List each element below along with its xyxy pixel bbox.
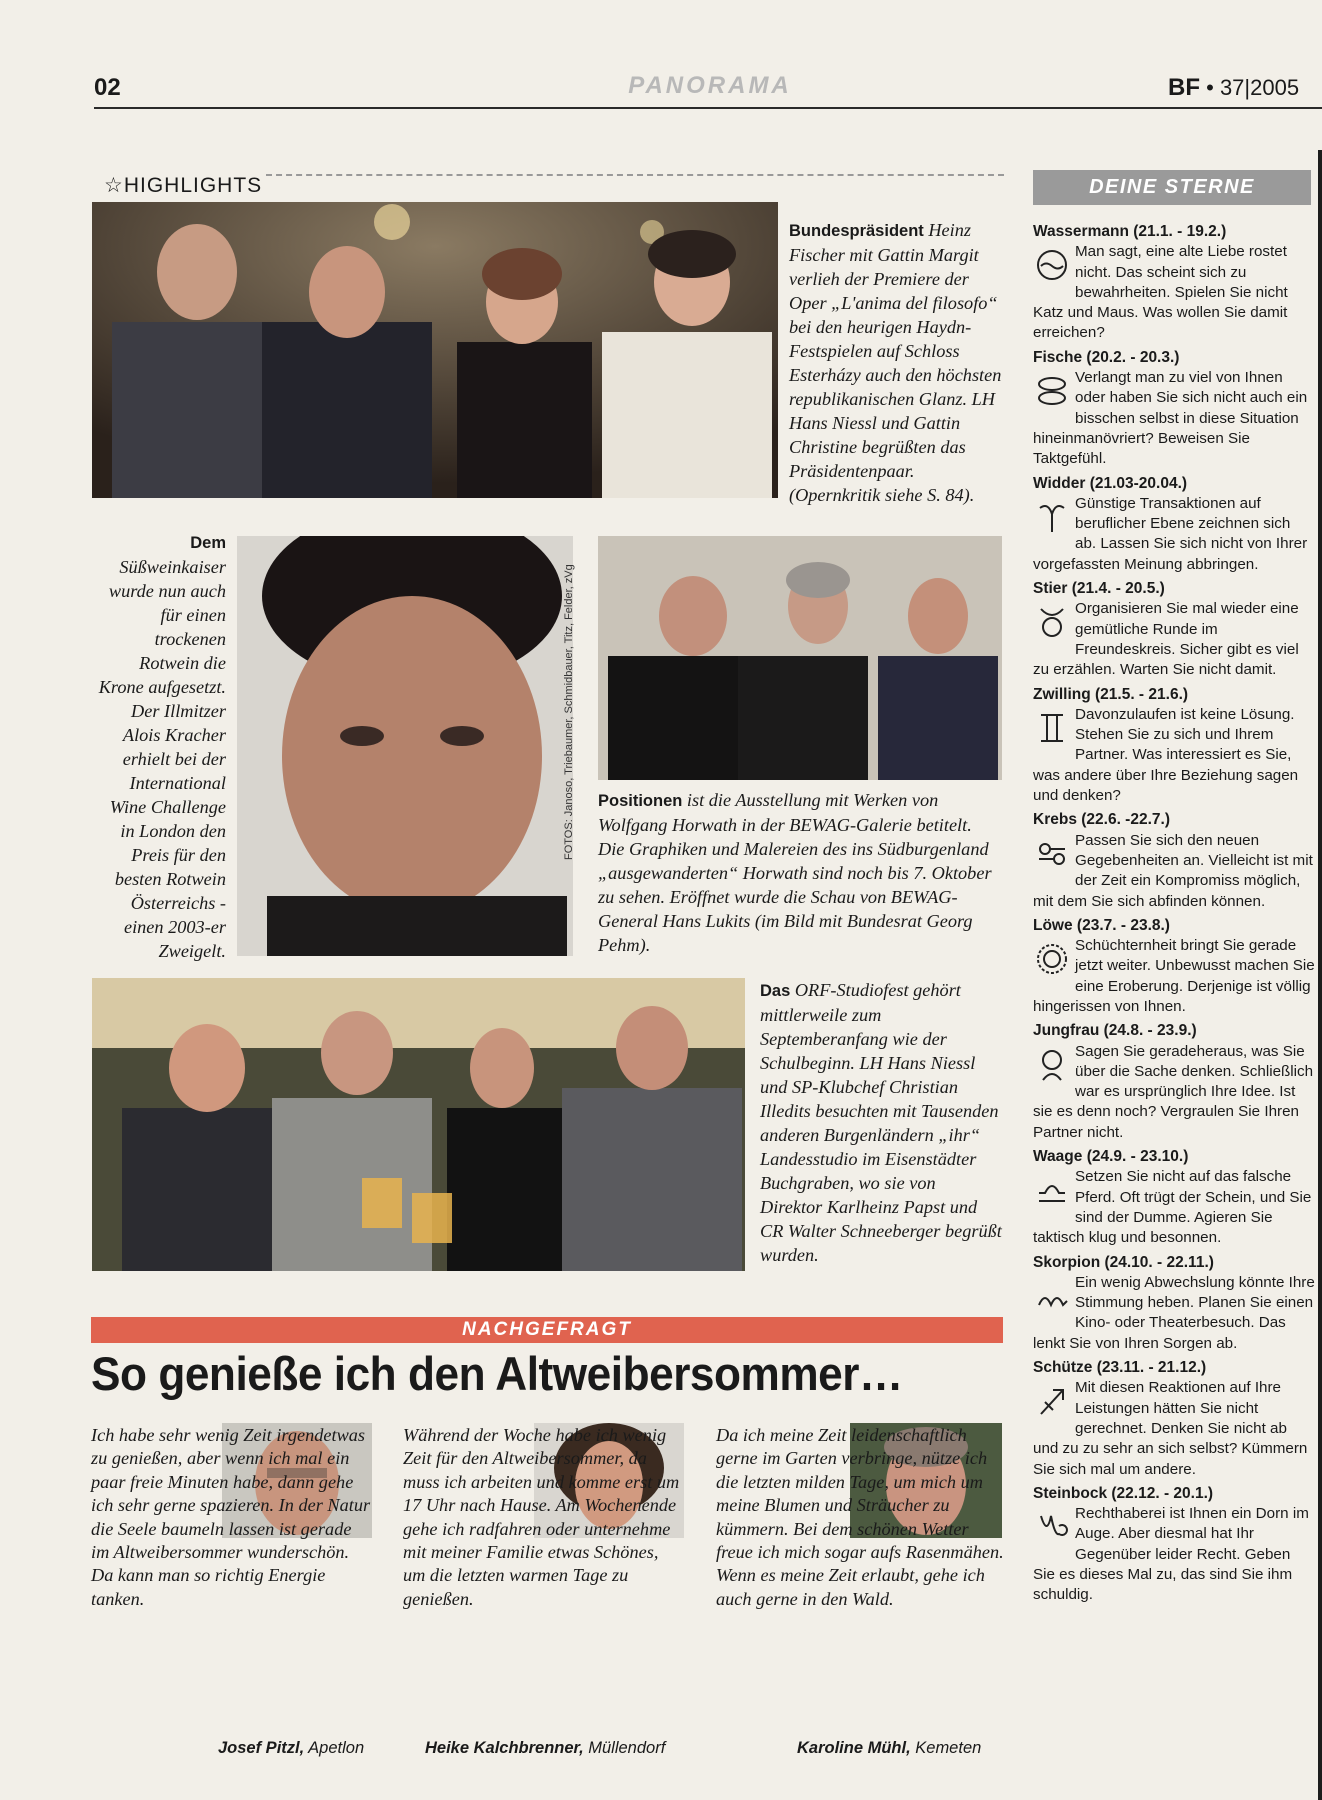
quote-1-text: Ich habe sehr wenig Zeit irgendetwas zu genießen, aber wenn ich mal ein paar freie Minuten habe, dann gehe ich sehr gerne spazieren. In der Natur die Seele baumeln lassen ist gerade im Altweibersommer wunderschön. Da kann man so richtig Energie tanken. [91,1425,371,1609]
sign-text: Man sagt, eine alte Liebe rostet nicht. Das scheint sich zu bewahrheiten. Spielen Sie nicht Katz und Maus. Was wollen Sie damit erreichen? [1033,243,1288,342]
sign-title: Schütze (23.11. - 21.12.) [1033,1359,1207,1377]
quote-1-author [218,1739,364,1758]
caption-orf-lead: Das [760,982,791,1000]
horoscope-sign [1033,474,1315,575]
orf-photo-image [92,978,745,1271]
photo-kracher-portrait [237,536,573,956]
quote-3-name: Karoline Mühl, [797,1739,911,1757]
sign-text: Ein wenig Abwechslung könnte Ihre Stimmung heben. Planen Sie einen Kino- oder Theaterbesuch. Das lenkt Sie von Ihren Sorgen ab. [1033,1273,1315,1352]
caption-wine [94,530,226,963]
sign-text: Passen Sie sich den neuen Gegebenheiten an. Vielleicht ist mit der Zeit ein Kompromiss möglich, mit dem Sie sich abfinden können. [1033,831,1313,910]
caption-wine-text: Süßweinkaiser wurde nun auch für einen trockenen Rotwein die Krone aufgesetzt. Der Illmitzer Alois Kracher erhielt bei der International Wine Challenge in London den Preis für den besten Rotwein Österreichs - einen 2003-er Zweigelt. [98,557,226,961]
sign-title: Krebs (22.6. -22.7.) [1033,811,1170,829]
sign-title: Zwilling (21.5. - 21.6.) [1033,685,1189,703]
sign-title: Skorpion (24.10. - 22.11.) [1033,1253,1214,1271]
sign-text: Schüchternheit bringt Sie gerade jetzt weiter. Unbewusst machen Sie eine Eroberung. Derjenige ist völlig hingerissen von Ihnen. [1033,937,1315,1015]
sign-text: Setzen Sie nicht auf das falsche Pferd. Oft trügt der Schein, und Sie sind der Dumme. Agieren Sie taktisch klug und besonnen. [1033,1168,1312,1247]
leo-icon [1033,938,1071,980]
horoscope-title: DEINE STERNE [1033,170,1311,205]
sign-title: Wassermann (21.1. - 19.2.) [1033,223,1227,240]
sign-text: Sagen Sie geradeheraus, was Sie über die Sache denken. Schließlich war es ursprünglich Ihre Idee. Ist sie es denn noch? Vergraulen Sie Ihren Partner nicht. [1033,1042,1314,1141]
header-rule [94,107,1322,109]
exhibition-photo-image [598,536,1002,780]
page-edge-rule [1318,150,1322,1800]
taurus-icon [1033,601,1071,643]
sign-text: Rechthaberei ist Ihnen ein Dorn im Auge. Aber diesmal hat Ihr Gegenüber leider Recht. Geben Sie es dieses Mal zu, das sind Sie ihm schuldig. [1033,1505,1309,1604]
nachgefragt-headline: So genieße ich den Altweibersommer… [91,1347,903,1400]
sign-title: Widder (21.03-20.04.) [1033,474,1188,492]
sign-title: Waage (24.9. - 23.10.) [1033,1148,1189,1166]
horoscope-sign [1033,685,1315,807]
quote-1-place: Apetlon [304,1739,365,1757]
horoscope-list [1033,222,1315,1610]
horoscope-sign [1033,1021,1315,1143]
sign-text: Mit diesen Reaktionen auf Ihre Leistungen hätten Sie nicht gerechnet. Denken Sie nicht ab und zu zu sehr an sich selbst? Kümmern Sie sich mal um andere. [1033,1379,1308,1478]
sign-title: Steinbock (22.12. - 20.1.) [1033,1484,1214,1502]
caption-wine-lead: Dem [190,534,226,552]
horoscope-sign [1033,222,1315,344]
caption-positionen-lead: Positionen [598,792,683,810]
horoscope-sign [1033,1147,1315,1248]
horoscope-sign [1033,579,1315,680]
portrait-photo-image [237,536,573,956]
quote-3-place: Kemeten [910,1739,982,1757]
quote-2-text: Während der Woche habe ich wenig Zeit für den Altweibersommer, da muss ich arbeiten und komme erst um 17 Uhr nach Hause. Am Wochenende gehe ich radfahren oder unternehme mit meiner Familie etwas Schönes, um die letzten warmen Tage zu genießen. [403,1425,680,1609]
page-number: 02 [94,74,121,101]
caption-orf [760,978,1002,1267]
quote-2-name: Heike Kalchbrenner, [425,1739,584,1757]
sign-text: Verlangt man zu viel von Ihnen oder haben Sie sich nicht auch ein bisschen selbst in diese Situation hineinmanövriert? Beweisen Sie Taktgefühl. [1033,369,1308,468]
reception-photo-image [92,202,778,498]
sign-title: Löwe (23.7. - 23.8.) [1033,916,1170,934]
highlights-label: ☆HIGHLIGHTS [104,174,263,197]
caption-positionen-text: ist die Ausstellung mit Werken von Wolfgang Horwath in der BEWAG-Galerie betitelt. Die Graphiken und Malereien des ins Südburgenland „ausgewanderten“ Horwath sind noch bis 7. Oktober zu sehen. Eröffnet wurde die Schau von BEWAG-General Hans Lukits (im Bild mit Bundesrat Georg Pehm). [598,790,992,955]
gemini-icon [1033,707,1071,749]
quote-2-author [425,1739,665,1758]
pisces-icon [1033,370,1071,412]
sign-title: Jungfrau (24.8. - 23.9.) [1033,1022,1197,1040]
mast-issue: • 37|2005 [1206,75,1300,100]
aquarius-icon [1033,244,1071,286]
caption-president [789,218,1005,507]
aries-icon [1033,496,1071,538]
photo-exhibition [598,536,1002,780]
caption-president-lead: Bundespräsident [789,222,924,240]
horoscope-sign [1033,1253,1315,1354]
highlights-divider [266,174,1004,176]
scorpio-icon [1033,1275,1071,1317]
virgo-icon [1033,1044,1071,1086]
sagittarius-icon [1033,1380,1071,1422]
sign-text: Davonzulaufen ist keine Lösung. Stehen Sie zu sich und Ihrem Partner. Was interessiert es Sie, was andere über Ihre Beziehung sagen und denken? [1033,705,1299,805]
horoscope-sign [1033,1484,1315,1606]
quote-3-text: Da ich meine Zeit leidenschaftlich gerne im Garten verbringe, nütze ich die letzten milden Tage, um mich um meine Blumen und Sträucher zu kümmern. Bei dem schönen Wetter freue ich mich sogar aufs Rasenmähen. Wenn es meine Zeit erlaubt, gehe ich auch gerne in den Wald. [716,1425,1004,1609]
sign-text: Organisieren Sie mal wieder eine gemütliche Runde im Freundeskreis. Sicher gibt es viel zu erzählen. Warten Sie nicht damit. [1033,600,1299,679]
caption-positionen [598,788,1000,957]
libra-icon [1033,1169,1071,1211]
cancer-icon [1033,833,1071,875]
sign-title: Fische (20.2. - 20.3.) [1033,348,1180,366]
capricorn-icon [1033,1506,1071,1548]
quote-2-place: Müllendorf [583,1739,666,1757]
sign-title: Stier (21.4. - 20.5.) [1033,580,1165,598]
quote-1-name: Josef Pitzl, [218,1739,305,1757]
caption-president-text: Heinz Fischer mit Gattin Margit verlieh der Premiere der Oper „L'anima del filosofo“ bei den heurigen Haydn-Festspielen auf Schloss Esterházy auch den höchsten republikanischen Glanz. LH Hans Niessl und Gattin Christine begrüßten das Präsidentenpaar. (Opernkritik siehe S. 84). [789,220,1002,505]
photo-credit: FOTOS: Janoso, Triebaumer, Schmidbauer, Titz, Felder, zVg [563,564,575,860]
horoscope-sign [1033,810,1315,911]
mast-brand: BF [1168,74,1200,101]
masthead [1168,74,1299,102]
photo-orf-studiofest [92,978,745,1271]
horoscope-sign [1033,916,1315,1017]
section-title: PANORAMA [628,72,792,99]
horoscope-sign [1033,348,1315,470]
horoscope-sign [1033,1358,1315,1480]
photo-president-reception [92,202,778,498]
sign-text: Günstige Transaktionen auf beruflicher Ebene zeichnen sich ab. Lassen Sie sich nicht von Ihrer vorgefassten Meinung abbringen. [1033,494,1308,573]
quote-3-author [797,1739,981,1758]
caption-orf-text: ORF-Studiofest gehört mittlerweile zum Septemberanfang wie der Schulbeginn. LH Hans Niessl und SP-Klubchef Christian Illedits besuchten mit Tausenden anderen Burgenländern „ihr“ Landesstudio im Eisenstädter Buchgraben, wo sie von Direktor Karlheinz Papst und CR Walter Schneeberger begrüßt wurden. [760,980,1002,1265]
nachgefragt-label: NACHGEFRAGT [462,1319,632,1340]
